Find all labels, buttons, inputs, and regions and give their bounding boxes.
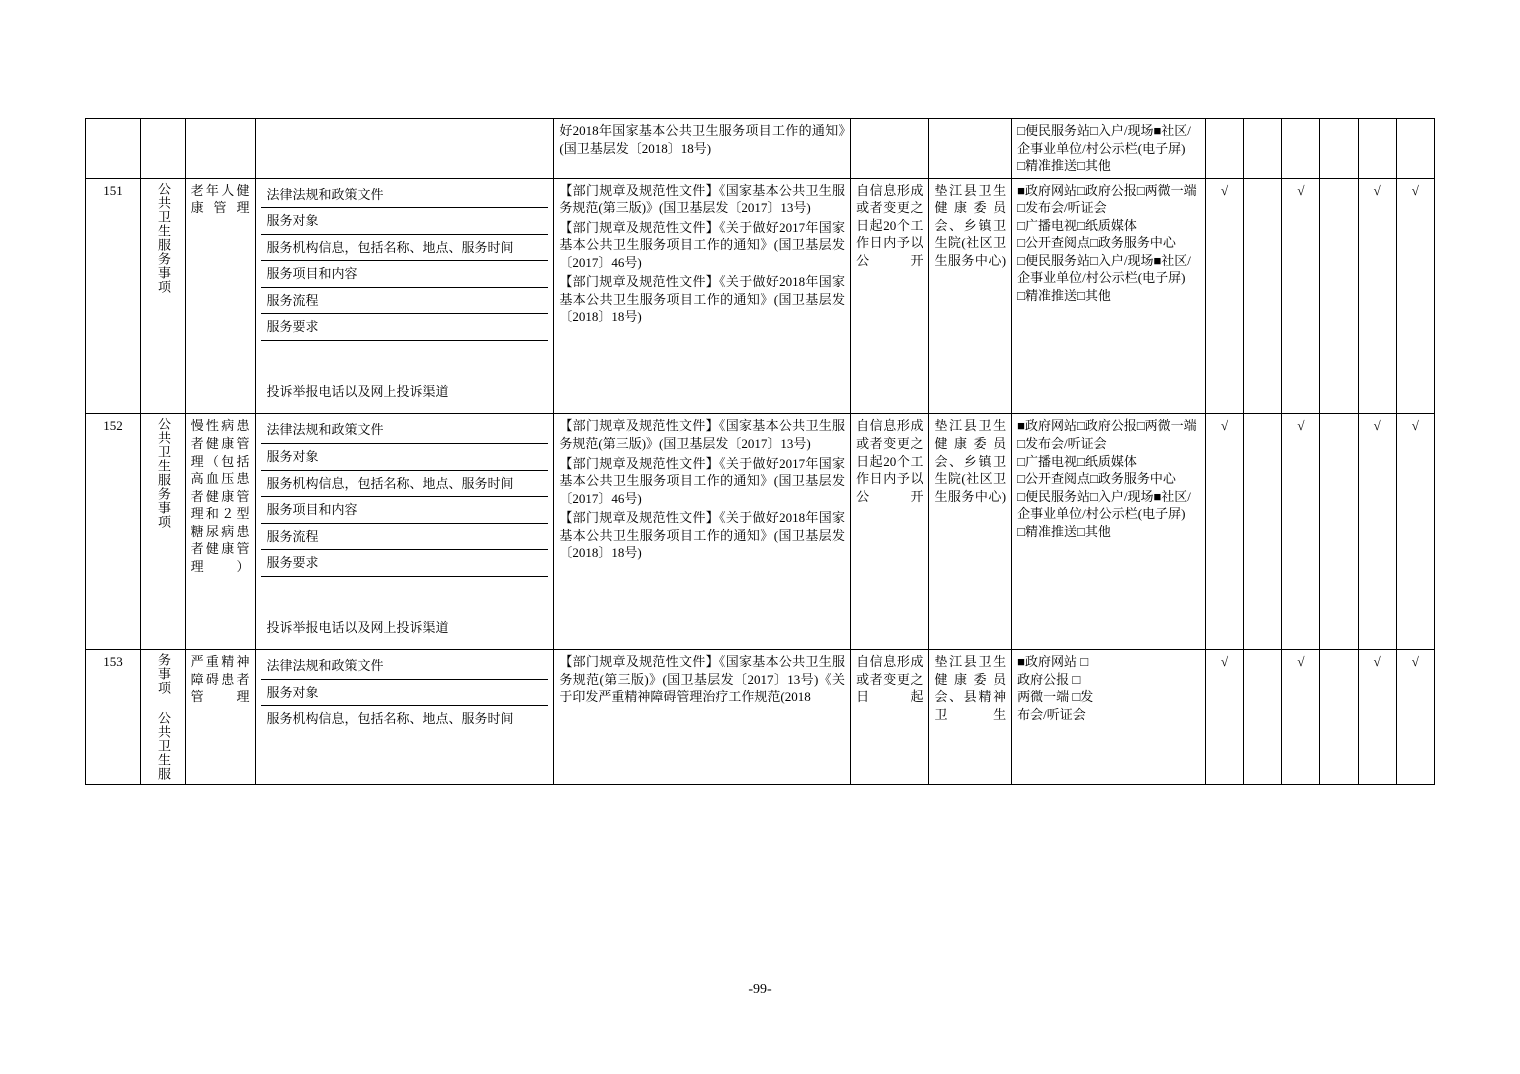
channel-line: □精准推送□其他 — [1017, 287, 1111, 303]
basis-line: 【部门规章及规范性文件】《关于做好2017年国家基本公共卫生服务项目工作的通知》(国卫基层发〔2017〕46号) — [559, 219, 846, 270]
basis-line: 好2018年国家基本公共卫生服务项目工作的通知》(国卫基层发〔2018〕18号) — [559, 123, 846, 156]
basis-line: 【部门规章及规范性文件】《国家基本公共卫生服务规范(第三版)》(国卫基层发〔2017〕13号)《关于印发严重精神障碍管理治疗工作规范(2018 — [559, 654, 846, 705]
content-line: 投诉举报电话以及网上投诉渠道 — [266, 383, 449, 399]
row-time: 自信息形成或者变更之日起20个工作日内予以公开 — [851, 178, 929, 414]
channel-line: ■政府网站 □ — [1017, 654, 1089, 670]
content-line: 服务对象 — [261, 208, 549, 235]
row-dept: 垫江县卫生健康委员会、县精神卫生 — [929, 650, 1012, 785]
channel-line: □公开查阅点□政务服务中心 — [1017, 235, 1176, 251]
content-line: 投诉举报电话以及网上投诉渠道 — [266, 619, 449, 635]
table-row — [86, 414, 1435, 650]
row-contents — [255, 414, 554, 650]
channel-line: 两微一端 □发 — [1017, 689, 1094, 705]
basis-line: 【部门规章及规范性文件】《关于做好2018年国家基本公共卫生服务项目工作的通知》(国卫基层发〔2018〕18号) — [559, 274, 846, 325]
row-mark: √ — [1282, 414, 1320, 650]
row-mark — [1320, 650, 1358, 785]
row-mark: √ — [1282, 178, 1320, 414]
row-mark — [1282, 119, 1320, 179]
row-mark — [1244, 414, 1282, 650]
row-item: 老年人健康管理 — [185, 178, 255, 414]
row-basis — [554, 650, 851, 785]
disclosure-table — [85, 118, 1435, 785]
content-line: 服务流程 — [261, 288, 549, 315]
table-row — [86, 650, 1435, 785]
row-mark: √ — [1358, 178, 1396, 414]
row-mark: √ — [1358, 650, 1396, 785]
row-mark — [1320, 119, 1358, 179]
basis-line: 【部门规章及规范性文件】《关于做好2018年国家基本公共卫生服务项目工作的通知》(国卫基层发〔2018〕18号) — [559, 510, 846, 561]
row-mark: √ — [1282, 650, 1320, 785]
content-line: 服务机构信息，包括名称、地点、服务时间 — [261, 471, 549, 498]
row-channels — [1012, 178, 1206, 414]
channel-line: □广播电视□纸质媒体 — [1017, 453, 1137, 469]
content-line: 法律法规和政策文件 — [261, 417, 549, 444]
basis-line: 【部门规章及规范性文件】《关于做好2017年国家基本公共卫生服务项目工作的通知》(国卫基层发〔2017〕46号) — [559, 455, 846, 506]
content-line: 服务对象 — [261, 680, 549, 707]
row-basis — [554, 414, 851, 650]
row-mark: √ — [1206, 414, 1244, 650]
row-dept: 垫江县卫生健康委员会、乡镇卫生院(社区卫生服务中心) — [929, 178, 1012, 414]
channel-line: □精准推送□其他 — [1017, 158, 1111, 174]
channel-line: ■政府网站□政府公报□两微一端□发布会/听证会 — [1017, 182, 1197, 216]
row-seq: 152 — [86, 414, 141, 650]
row-basis — [554, 119, 851, 179]
row-mark — [1206, 119, 1244, 179]
table-row — [86, 178, 1435, 414]
basis-line: 【部门规章及规范性文件】《国家基本公共卫生服务规范(第三版)》(国卫基层发〔2017〕13号) — [559, 182, 846, 216]
row-mark — [1244, 178, 1282, 414]
row-time — [851, 119, 929, 179]
content-line: 服务要求 — [261, 314, 549, 341]
channel-line: □精准推送□其他 — [1017, 523, 1111, 539]
row-seq: 151 — [86, 178, 141, 414]
row-mark: √ — [1396, 178, 1434, 414]
row-mark — [1244, 650, 1282, 785]
row-time: 自信息形成或者变更之日起 — [851, 650, 929, 785]
row-contents — [255, 650, 554, 785]
row-mark — [1320, 178, 1358, 414]
row-mark: √ — [1396, 414, 1434, 650]
row-mark — [1396, 119, 1434, 179]
table-row — [86, 119, 1435, 179]
content-line: 法律法规和政策文件 — [261, 182, 549, 209]
content-line: 服务项目和内容 — [261, 497, 549, 524]
row-mark — [1358, 119, 1396, 179]
row-seq — [86, 119, 141, 179]
row-channels — [1012, 414, 1206, 650]
row-mark: √ — [1206, 650, 1244, 785]
content-line: 服务对象 — [261, 444, 549, 471]
row-basis — [554, 178, 851, 414]
row-item: 严重精神障碍患者管理 — [185, 650, 255, 785]
row-category-label: 务事项 公共卫生服 — [155, 653, 171, 782]
channel-line: □便民服务站□入户/现场■社区/企事业单位/村公示栏(电子屏) — [1017, 488, 1191, 522]
row-dept: 垫江县卫生健康委员会、乡镇卫生院(社区卫生服务中心) — [929, 414, 1012, 650]
row-item — [185, 119, 255, 179]
row-item: 慢性病患者健康管理（包括高血压患者健康管理和２型糖尿病患者健康管理） — [185, 414, 255, 650]
content-line: 服务要求 — [261, 550, 549, 577]
row-mark — [1320, 414, 1358, 650]
row-category — [141, 119, 186, 179]
row-category — [141, 414, 186, 650]
row-seq: 153 — [86, 650, 141, 785]
content-line: 服务项目和内容 — [261, 261, 549, 288]
page-bottom-mask — [0, 938, 1520, 982]
channel-line: □公开查阅点□政务服务中心 — [1017, 471, 1176, 487]
row-mark: √ — [1358, 414, 1396, 650]
basis-line: 【部门规章及规范性文件】《国家基本公共卫生服务规范(第三版)》(国卫基层发〔2017〕13号) — [559, 418, 846, 452]
row-contents — [255, 119, 554, 179]
row-category-label: 公共卫生服务事项 — [155, 417, 171, 530]
content-line: 服务流程 — [261, 524, 549, 551]
row-mark — [1244, 119, 1282, 179]
row-mark: √ — [1206, 178, 1244, 414]
row-category-label: 公共卫生服务事项 — [155, 181, 171, 294]
row-mark: √ — [1396, 650, 1434, 785]
row-category — [141, 650, 186, 785]
channel-line: ■政府网站□政府公报□两微一端□发布会/听证会 — [1017, 418, 1197, 452]
channel-line: □便民服务站□入户/现场■社区/企事业单位/村公示栏(电子屏) — [1017, 123, 1191, 156]
row-channels — [1012, 119, 1206, 179]
content-line: 法律法规和政策文件 — [261, 653, 549, 680]
page-number: -99- — [748, 982, 772, 997]
row-time: 自信息形成或者变更之日起20个工作日内予以公开 — [851, 414, 929, 650]
channel-line: 政府公报 □ — [1017, 671, 1081, 687]
row-channels — [1012, 650, 1206, 785]
row-contents — [255, 178, 554, 414]
content-line: 服务机构信息，包括名称、地点、服务时间 — [266, 711, 514, 727]
channel-line: □便民服务站□入户/现场■社区/企事业单位/村公示栏(电子屏) — [1017, 252, 1191, 286]
row-category — [141, 178, 186, 414]
row-dept — [929, 119, 1012, 179]
channel-line: 布会/听证会 — [1017, 706, 1086, 722]
content-line: 服务机构信息，包括名称、地点、服务时间 — [261, 235, 549, 262]
channel-line: □广播电视□纸质媒体 — [1017, 217, 1137, 233]
